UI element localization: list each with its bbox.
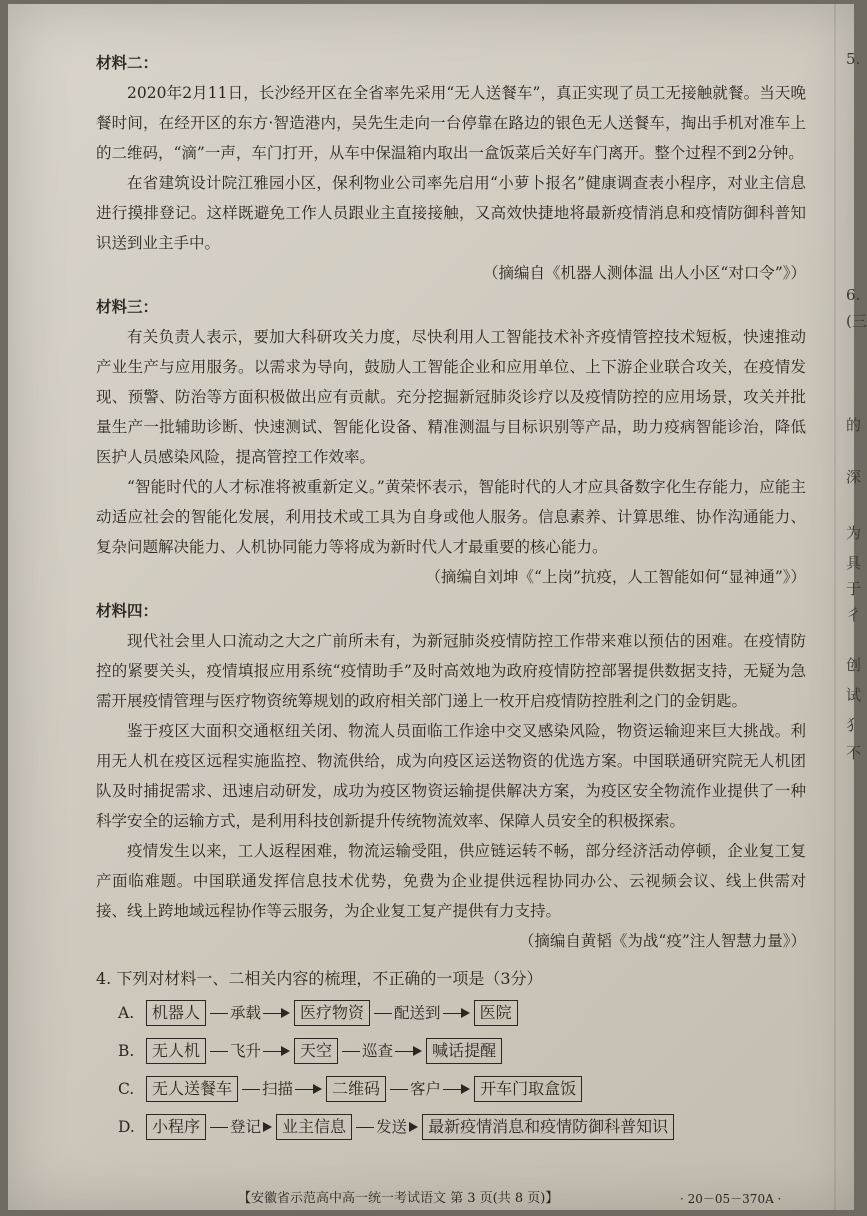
material2-title: 材料二： — [96, 53, 159, 72]
flow-arrow — [210, 1036, 290, 1066]
option-label: D. — [118, 1118, 135, 1136]
flow-arrow — [390, 1074, 470, 1104]
edge-mark: 的 — [846, 416, 862, 434]
edge-mark: 犭 — [846, 716, 862, 734]
arrow-head-icon — [461, 1008, 470, 1018]
edge-mark: 创 — [846, 656, 862, 674]
material4-title: 材料四： — [96, 601, 159, 620]
edge-mark: 具 — [846, 554, 862, 572]
material4-paragraph-1: 现代社会里人口流动之大之广前所未有，为新冠肺炎疫情防控工作带来难以预估的困难。在疫情防控的紧要关头，疫情填报应用系统“疫情助手”及时高效地为政府疫情防控部署提供数据支持，无疑为急需开展疫情管理与医疗物资统筹规划的政府相关部门递上一枚开启疫情防控胜利之门的金钥匙。 — [96, 632, 806, 710]
flow-box: 二维码 — [326, 1076, 386, 1102]
arrow-head-icon — [409, 1122, 418, 1132]
arrow-head-icon — [281, 1046, 290, 1056]
flow-box: 开车门取盒饭 — [474, 1076, 582, 1102]
arrow-label: 登记 — [230, 1118, 262, 1136]
arrow-label: 发送 — [376, 1118, 408, 1136]
arrow-head-icon — [263, 1122, 272, 1132]
material4-paragraph-3: 疫情发生以来，工人返程困难，物流运输受阻，供应链运转不畅，部分经济活动停顿，企业复工复产面临难题。中国联通发挥信息技术优势，免费为企业提供远程协同办公、云视频会议、线上供需对接、线上跨地域远程协作等云服务，为企业复工复产提供有力支持。 — [96, 842, 806, 920]
material3-paragraph-2: “智能时代的人才标准将被重新定义。”黄荣怀表示，智能时代的人才应具备数字化生存能力，应能主动适应社会的智能化发展，利用技术或工具为自身或他人服务。信息素养、计算思维、协作沟通能力、复杂问题解决能力、人机协同能力等将成为新时代人才最重要的核心能力。 — [96, 478, 806, 556]
edge-mark: 彳 — [846, 606, 862, 624]
arrow-head-icon — [413, 1046, 422, 1056]
flow-arrow — [210, 1112, 272, 1142]
flow-box: 机器人 — [146, 1000, 206, 1026]
flow-box: 医院 — [474, 1000, 518, 1026]
page-fold — [834, 4, 836, 1210]
material4-source: （摘编自黄韬《为战“疫”注人智慧力量》） — [518, 932, 806, 950]
option-label: C. — [118, 1080, 135, 1098]
flow-box: 天空 — [294, 1038, 338, 1064]
flow-box: 喊话提醒 — [426, 1038, 502, 1064]
content-column — [96, 46, 806, 1146]
arrow-head-icon — [461, 1084, 470, 1094]
arrow-label: 扫描 — [262, 1080, 294, 1098]
arrow-label: 客户 — [410, 1080, 442, 1098]
page-footer: 【安徽省示范高中高一统一考试语文 第 3 页(共 8 页)】 — [238, 1191, 559, 1206]
material2-paragraph-2: 在省建筑设计院江雅园小区，保利物业公司率先启用“小萝卜报名”健康调查表小程序，对业主信息进行摸排登记。这样既避免工作人员跟业主直接接触，又高效快捷地将最新疫情消息和疫情防御科普知识送到业主手中。 — [96, 174, 806, 252]
exam-code: · 20－05－370A · — [680, 1192, 782, 1206]
material2-paragraph-1: 2020年2月11日，长沙经开区在全省率先采用“无人送餐车”，真正实现了员工无接触就餐。当天晚餐时间，在经开区的东方·智造港内，吴先生走向一台停靠在路边的银色无人送餐车，掏出手机对准车上的二维码，“滴”一声，车门打开，从车中保温箱内取出一盒饭菜后关好车门离开。整个过程不到2分钟。 — [96, 84, 806, 162]
edge-mark: 6. — [846, 286, 861, 304]
arrow-label: 巡查 — [362, 1042, 394, 1060]
edge-mark: (三 — [846, 312, 867, 330]
edge-mark: 试 — [846, 686, 862, 704]
option-a[interactable] — [96, 994, 806, 1032]
material3-title: 材料三： — [96, 297, 159, 316]
material2-source: （摘编自《机器人测体温 出人小区“对口令”》） — [482, 264, 806, 282]
flow-arrow — [356, 1112, 418, 1142]
edge-mark: 不 — [846, 744, 862, 762]
arrow-head-icon — [281, 1008, 290, 1018]
option-label: A. — [118, 1004, 135, 1022]
flow-arrow — [242, 1074, 322, 1104]
edge-mark: 5. — [846, 50, 861, 68]
material4-paragraph-2: 鉴于疫区大面积交通枢纽关闭、物流人员面临工作途中交叉感染风险，物资运输迎来巨大挑战。利用无人机在疫区远程实施监控、物流供给，成为向疫区运送物资的优选方案。中国联通研究院无人机团队及时捕捉需求、迅速启动研发，成功为疫区物资运输提供解决方案，为疫区安全物流作业提供了一种科学安全的运输方式，是利用科技创新提升传统物流效率、保障人员安全的积极探索。 — [96, 722, 806, 830]
flow-box: 医疗物资 — [294, 1000, 370, 1026]
arrow-label: 承载 — [230, 1004, 262, 1022]
arrow-head-icon — [313, 1084, 322, 1094]
flow-arrow — [210, 998, 290, 1028]
material3-paragraph-1: 有关负责人表示，要加大科研攻关力度，尽快利用人工智能技术补齐疫情管控技术短板，快速推动产业生产与应用服务。以需求为导向，鼓励人工智能企业和应用单位、上下游企业联合攻关，在疫情发现、预警、防治等方面积极做出应有贡献。充分挖掘新冠肺炎诊疗以及疫情防控的应用场景，攻关并批量生产一批辅助诊断、快速测试、智能化设备、精准测温与目标识别等产品，助力疫病智能诊治，降低医护人员感染风险，提高管控工作效率。 — [96, 328, 806, 466]
edge-mark: 深 — [846, 468, 862, 486]
option-c[interactable] — [96, 1070, 806, 1108]
arrow-label: 飞升 — [230, 1042, 262, 1060]
flow-box: 最新疫情消息和疫情防御科普知识 — [422, 1114, 674, 1140]
flow-box: 无人机 — [146, 1038, 206, 1064]
material3-source: （摘编自刘坤《“上岗”抗疫，人工智能如何“显神通”》） — [425, 568, 806, 586]
flow-arrow — [342, 1036, 422, 1066]
question-4-stem: 4. 下列对材料一、二相关内容的梳理，不正确的一项是（3分） — [96, 969, 543, 988]
edge-mark: 为 — [846, 524, 862, 542]
flow-box: 小程序 — [146, 1114, 206, 1140]
exam-page — [8, 4, 867, 1210]
option-b[interactable] — [96, 1032, 806, 1070]
option-label: B. — [118, 1042, 135, 1060]
flow-box: 业主信息 — [276, 1114, 352, 1140]
flow-box: 无人送餐车 — [146, 1076, 238, 1102]
edge-mark: 于 — [846, 580, 862, 598]
arrow-label: 配送到 — [394, 1004, 441, 1022]
flow-arrow — [374, 998, 470, 1028]
option-d[interactable] — [96, 1108, 806, 1146]
